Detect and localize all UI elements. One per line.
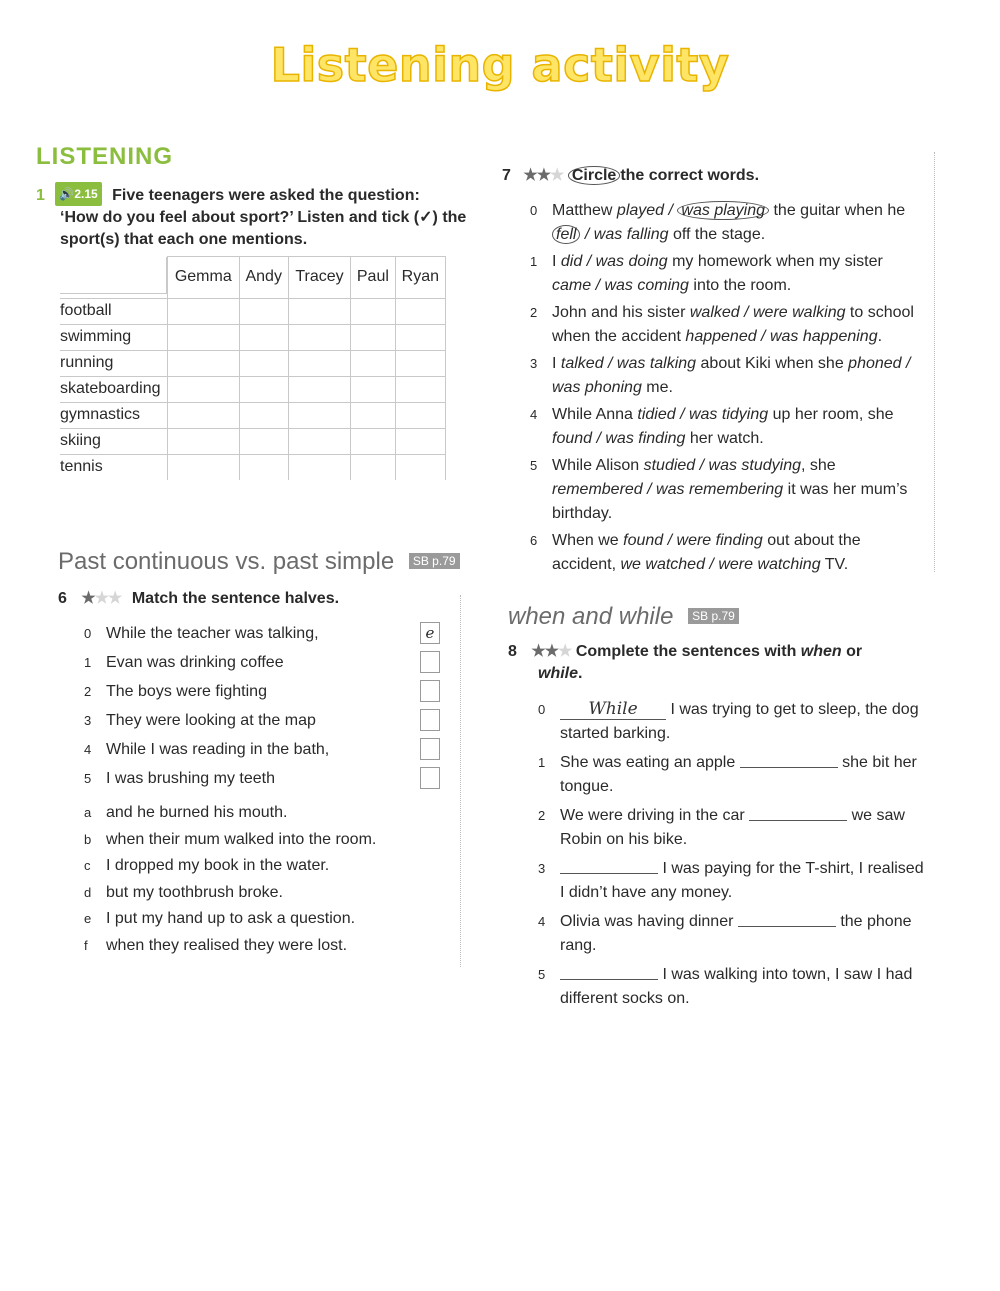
audio-track-label: 2.15	[74, 187, 98, 201]
list-item: d but my toothbrush broke.	[84, 883, 283, 901]
list-item: 1 Evan was drinking coffee	[84, 654, 284, 671]
tick-cell[interactable]	[239, 298, 288, 324]
answer-blank[interactable]	[560, 965, 658, 980]
difficulty-stars-icon: ★★★	[531, 643, 572, 660]
column-paul: Paul	[351, 257, 396, 299]
tick-cell[interactable]	[395, 324, 445, 350]
tick-cell[interactable]	[168, 324, 240, 350]
exercise-8-items	[538, 698, 938, 1011]
row-label: skiing	[60, 428, 168, 454]
tick-cell[interactable]	[288, 350, 350, 376]
list-item: 5 I was walking into town, I saw I had different socks on.	[538, 966, 913, 1007]
tick-cell[interactable]	[395, 350, 445, 376]
difficulty-stars-icon: ★★★	[523, 167, 564, 184]
exercise-1-instruction	[36, 182, 476, 251]
column-tracey: Tracey	[288, 257, 350, 299]
tick-cell[interactable]	[168, 350, 240, 376]
list-item: 6 When we found / were finding out about the accident, we watched / were watching TV.	[530, 532, 861, 573]
tick-cell[interactable]	[395, 454, 445, 480]
first-halves-list	[84, 622, 444, 796]
tick-cell[interactable]	[168, 298, 240, 324]
tick-cell[interactable]	[168, 402, 240, 428]
tick-cell[interactable]	[239, 402, 288, 428]
tick-cell[interactable]	[395, 298, 445, 324]
list-item: 5 I was brushing my teeth	[84, 770, 275, 787]
list-item: 2 John and his sister walked / were walking to school when the accident happened / was happening.	[530, 304, 914, 345]
exercise-7-number: 7	[502, 167, 511, 184]
exercise-8-number: 8	[508, 643, 517, 660]
list-item: 1 I did / was doing my homework when my sister came / was coming into the room.	[530, 253, 883, 294]
list-item: 5 While Alison studied / was studying, she remembered / was remembering it was her mum’s birthday.	[530, 457, 908, 522]
exercise-8-instruction: 8 ★★★ Complete the sentences with when or while.	[508, 643, 863, 682]
answer-box[interactable]	[420, 709, 440, 731]
tick-table	[60, 256, 446, 480]
tick-cell[interactable]	[395, 376, 445, 402]
table-header-row	[60, 257, 446, 299]
tick-cell[interactable]	[351, 350, 396, 376]
list-item: c I dropped my book in the water.	[84, 857, 330, 874]
answer-blank[interactable]	[560, 859, 658, 874]
tick-cell[interactable]	[351, 402, 396, 428]
second-halves-list	[84, 801, 444, 960]
list-item: b when their mum walked into the room.	[84, 830, 377, 848]
answer-blank[interactable]	[740, 753, 838, 768]
column-gemma: Gemma	[168, 257, 240, 299]
table-row	[60, 324, 446, 350]
answer-box[interactable]	[420, 680, 440, 702]
list-item: 4 While I was reading in the bath,	[84, 741, 330, 758]
list-item: 4 Olivia was having dinner the phone rang.	[538, 913, 912, 954]
tick-cell[interactable]	[351, 324, 396, 350]
list-item: f when they realised they were lost.	[84, 936, 348, 954]
column-ryan: Ryan	[395, 257, 445, 299]
tick-cell[interactable]	[168, 376, 240, 402]
tick-cell[interactable]	[351, 376, 396, 402]
list-item: e I put my hand up to ask a question.	[84, 910, 356, 927]
answer-blank[interactable]	[738, 912, 836, 927]
section-6-heading	[58, 548, 460, 576]
tick-cell[interactable]	[288, 324, 350, 350]
tick-cell[interactable]	[288, 428, 350, 454]
answer-box[interactable]	[420, 738, 440, 760]
tick-cell[interactable]	[239, 428, 288, 454]
tick-cell[interactable]	[288, 376, 350, 402]
section-6-title: Past continuous vs. past simple	[58, 548, 395, 575]
section-8-heading	[508, 603, 739, 631]
row-label: swimming	[60, 324, 168, 350]
circle-word: Circle	[568, 166, 620, 185]
exercise-1-line-3: sport(s) that each one mentions.	[60, 231, 308, 248]
column-andy: Andy	[239, 257, 288, 299]
tick-cell[interactable]	[239, 454, 288, 480]
exercise-1-line-2: ‘How do you feel about sport?’ Listen and tick (✓) the	[60, 209, 467, 226]
circled-answer: was playing	[677, 201, 769, 220]
row-label: skateboarding	[60, 376, 168, 402]
row-label: running	[60, 350, 168, 376]
section-8-title: when and while	[508, 603, 674, 630]
answer-blank[interactable]	[749, 806, 847, 821]
student-book-ref: SB p.79	[688, 608, 739, 624]
list-item: 0 While I was trying to get to sleep, the dog started barking.	[538, 699, 919, 742]
audio-track-icon[interactable]: 🔊2.15	[55, 182, 101, 206]
answer-box[interactable]	[420, 767, 440, 789]
table-corner	[60, 257, 167, 294]
table-row	[60, 376, 446, 402]
exercise-7-text: the correct words.	[620, 167, 760, 184]
tick-cell[interactable]	[351, 298, 396, 324]
column-divider	[460, 595, 461, 967]
table-row	[60, 350, 446, 376]
tick-cell[interactable]	[288, 454, 350, 480]
list-item: 4 While Anna tidied / was tidying up her room, she found / was finding her watch.	[530, 406, 894, 447]
example-answer: While	[588, 699, 638, 719]
exercise-8-text: Complete the sentences with	[575, 643, 801, 660]
exercise-6-number: 6	[58, 590, 67, 607]
list-item: 0 While the teacher was talking,	[84, 625, 319, 642]
answer-box[interactable]: e	[420, 622, 440, 644]
row-label: tennis	[60, 454, 168, 480]
table-row	[60, 298, 446, 324]
tick-cell[interactable]	[351, 454, 396, 480]
circled-answer: fell	[552, 225, 580, 244]
table-row	[60, 428, 446, 454]
tick-cell[interactable]	[239, 324, 288, 350]
tick-cell[interactable]	[168, 428, 240, 454]
tick-cell[interactable]	[395, 428, 445, 454]
tick-cell[interactable]	[351, 428, 396, 454]
exercise-6-text: Match the sentence halves.	[131, 590, 340, 607]
student-book-ref: SB p.79	[409, 553, 460, 569]
row-label: football	[60, 298, 168, 324]
answer-box[interactable]	[420, 651, 440, 673]
list-item: 3 They were looking at the map	[84, 712, 316, 729]
list-item: 2 The boys were fighting	[84, 683, 267, 700]
list-item: a and he burned his mouth.	[84, 804, 288, 821]
table-row	[60, 454, 446, 480]
tick-cell[interactable]	[239, 376, 288, 402]
exercise-1-line-1: Five teenagers were asked the question:	[112, 187, 420, 204]
list-item: 0 Matthew played / was playing the guitar when he fell / was falling off the stage.	[530, 202, 906, 243]
difficulty-stars-icon: ★★★	[81, 590, 122, 607]
exercise-7-items	[530, 199, 930, 577]
exercise-1-number: 1	[36, 187, 45, 204]
exercise-6-instruction	[58, 588, 339, 610]
tick-cell[interactable]	[168, 454, 240, 480]
tick-cell[interactable]	[239, 350, 288, 376]
page-title: Listening activity	[270, 38, 730, 92]
tick-cell[interactable]	[395, 402, 445, 428]
tick-cell[interactable]	[288, 402, 350, 428]
table-row	[60, 402, 446, 428]
tick-cell[interactable]	[288, 298, 350, 324]
list-item: 3 I was paying for the T-shirt, I realised I didn’t have any money.	[538, 860, 924, 901]
list-item: 2 We were driving in the car we saw Robin on his bike.	[538, 807, 905, 848]
column-divider	[934, 152, 935, 572]
listening-heading: LISTENING	[36, 143, 174, 170]
row-label: gymnastics	[60, 402, 168, 428]
list-item: 3 I talked / was talking about Kiki when she phoned / was phoning me.	[530, 355, 911, 396]
exercise-7-instruction	[502, 165, 759, 187]
list-item: 1 She was eating an apple she bit her tongue.	[538, 754, 917, 795]
